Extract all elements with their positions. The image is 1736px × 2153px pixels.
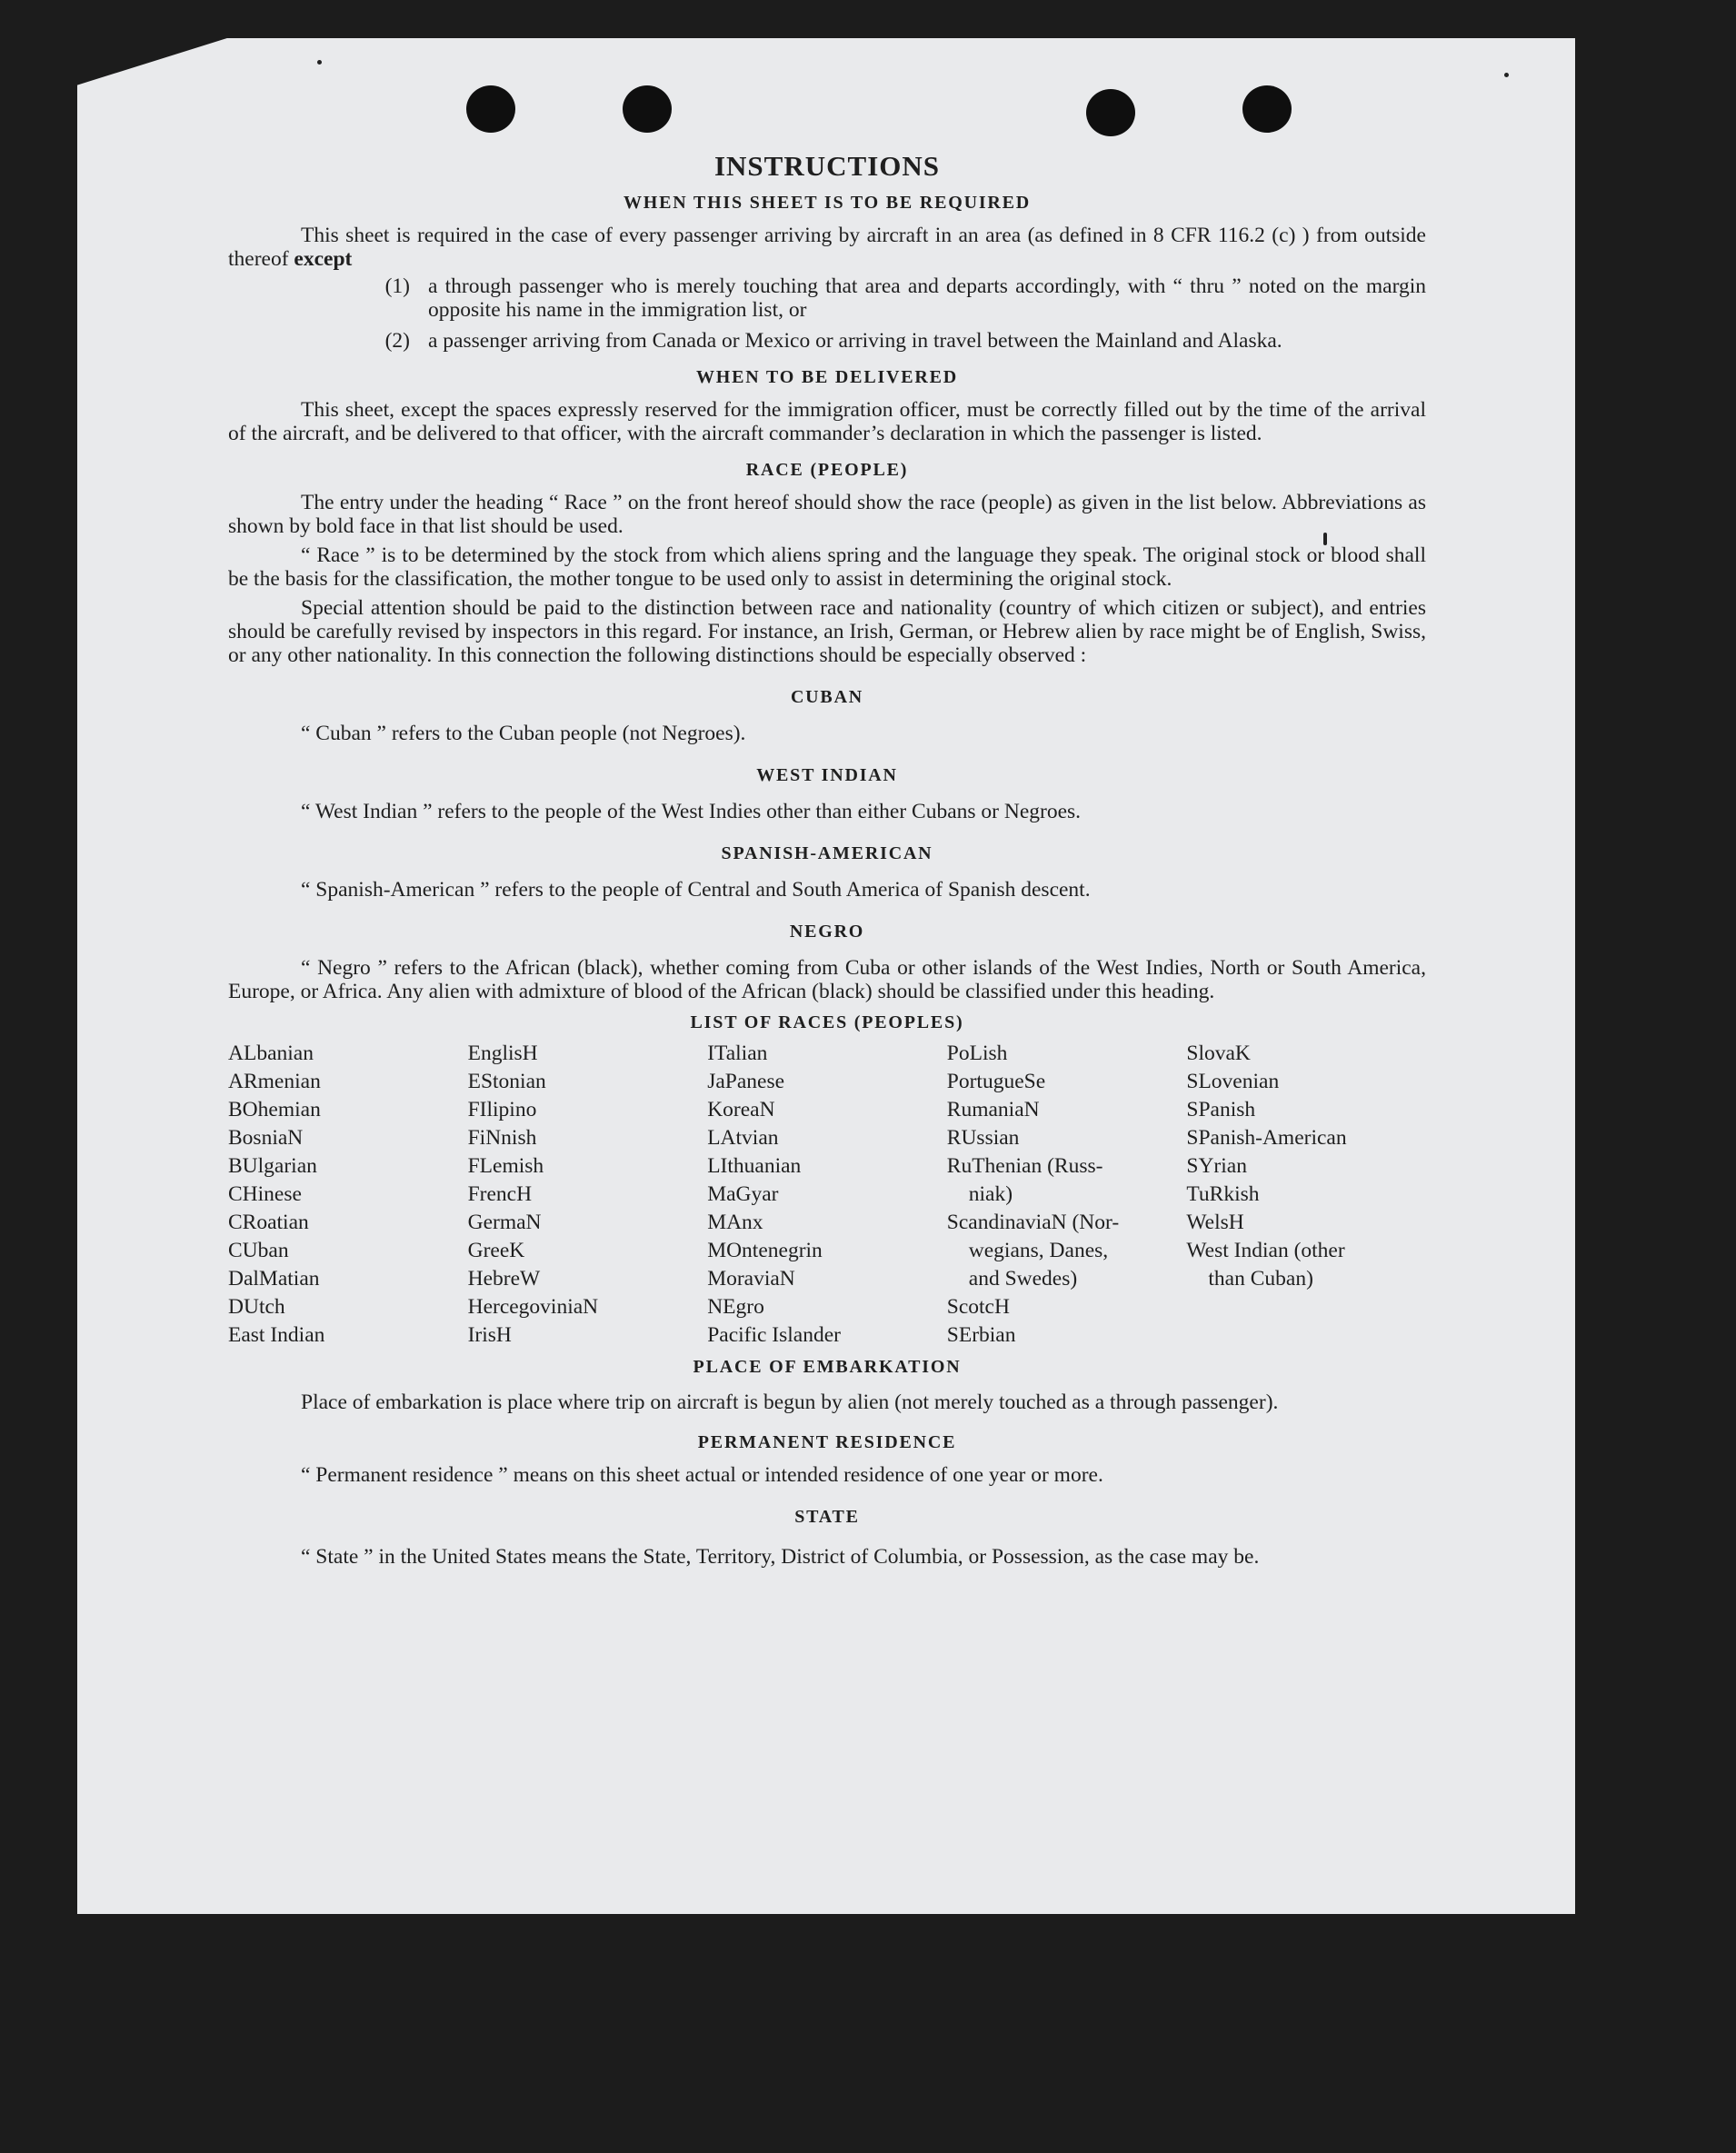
embarkation-text: Place of embarkation is place where trip on aircraft is begun by alien (not merely touched as a through passenger). xyxy=(301,1390,1279,1414)
section-heading-negro: NEGRO xyxy=(789,922,865,942)
race-entry: BUlgarian xyxy=(228,1154,317,1178)
section-heading-cuban: CUBAN xyxy=(790,687,864,707)
section-heading-list-of-races: LIST OF RACES (PEOPLES) xyxy=(690,1012,964,1032)
race-paragraph: Special attention should be paid to the distinction between race and nationality (country of which citizen or subject), and entries should be carefully revised by inspectors in this regard. For instance, an Irish, German, or Hebrew alien by race might be of English, Swiss, or any other nationality. In this connection the following distinctions should be especially observed : xyxy=(228,596,1426,667)
punch-hole xyxy=(1242,85,1292,133)
race-entry: LIthuanian xyxy=(707,1154,802,1178)
section-heading-state: STATE xyxy=(794,1507,860,1527)
races-column xyxy=(707,1042,947,1351)
list-item: (2) a passenger arriving from Canada or Mexico or arriving in travel between the Mainland and Alaska. xyxy=(384,329,1282,353)
race-entry: NEgro xyxy=(707,1295,764,1319)
residence-text: “ Permanent residence ” means on this sheet actual or intended residence of one year or more. xyxy=(301,1463,1103,1487)
race-entry: ALbanian xyxy=(228,1042,314,1065)
race-entry: RuThenian (Russ- xyxy=(946,1154,1103,1178)
spanish-american-definition: “ Spanish-American ” refers to the people of Central and South America of Spanish descent. xyxy=(301,878,1091,902)
race-entry: and Swedes) xyxy=(968,1267,1078,1291)
races-list xyxy=(228,1042,1426,1351)
race-entry: FIlipino xyxy=(467,1098,537,1121)
speck xyxy=(317,60,322,65)
negro-definition: “ Negro ” refers to the African (black), whether coming from Cuba or other islands of the West Indies, North or South America, Europe, or Africa. Any alien with admixture of blood of the African (black) should be classified under this heading. xyxy=(228,956,1426,1003)
race-entry: EnglisH xyxy=(467,1042,538,1065)
races-column xyxy=(947,1042,1187,1351)
race-entry: BOhemian xyxy=(228,1098,321,1121)
race-entry: BosniaN xyxy=(228,1126,304,1150)
race-entry: PortugueSe xyxy=(946,1070,1046,1093)
races-column xyxy=(468,1042,708,1351)
race-entry: SlovaK xyxy=(1186,1042,1251,1065)
race-paragraph: The entry under the heading “ Race ” on the front hereof should show the race (people) as given in the list below. Abbreviations as shown by bold face in that list should be used. xyxy=(228,491,1426,538)
race-entry: ScotcH xyxy=(946,1295,1010,1319)
race-entry: JaPanese xyxy=(707,1070,785,1093)
race-entry: IrisH xyxy=(467,1323,512,1347)
section-heading-race: RACE (PEOPLE) xyxy=(745,460,909,480)
races-column xyxy=(228,1042,468,1351)
race-entry: DUtch xyxy=(228,1295,285,1319)
race-entry: GermaN xyxy=(467,1211,542,1234)
race-paragraph: “ Race ” is to be determined by the stock from which aliens spring and the language they speak. The original stock or blood shall be the basis for the classification, the mother tongue to be used only to assist in determining the original stock. xyxy=(228,543,1426,591)
race-entry: West Indian (other xyxy=(1186,1239,1345,1262)
race-entry: niak) xyxy=(968,1182,1013,1206)
except-bold: except xyxy=(294,247,353,271)
section-heading-embarkation: PLACE OF EMBARKATION xyxy=(693,1357,962,1377)
race-entry: East Indian xyxy=(228,1323,325,1347)
race-entry: RUssian xyxy=(946,1126,1020,1150)
exception-list xyxy=(228,274,1426,353)
race-entry: FiNnish xyxy=(467,1126,537,1150)
race-entry: than Cuban) xyxy=(1208,1267,1313,1291)
when-delivered-text: This sheet, except the spaces expressly reserved for the immigration officer, must be correctly filled out by the time of the arrival of the aircraft, and be delivered to that officer, with the aircraft commander’s declaration in which the passenger is listed. xyxy=(228,398,1426,445)
west-indian-definition: “ West Indian ” refers to the people of the West Indies other than either Cubans or Negroes. xyxy=(301,800,1082,823)
section-heading-when-required: WHEN THIS SHEET IS TO BE REQUIRED xyxy=(623,193,1032,213)
race-entry: PoLish xyxy=(946,1042,1008,1065)
race-entry: SLovenian xyxy=(1186,1070,1280,1093)
race-entry: ScandinaviaN (Nor- xyxy=(946,1211,1120,1234)
race-entry: WelsH xyxy=(1186,1211,1244,1234)
list-item: (1) a through passenger who is merely touching that area and departs accordingly, with “ thru ” noted on the margin opposite his name in the immigration list, or xyxy=(384,274,1426,322)
when-required-intro: This sheet is required in the case of every passenger arriving by aircraft in an area (as defined in 8 CFR 116.2 (c) ) from outside thereof except xyxy=(228,224,1426,271)
race-entry: SPanish-American xyxy=(1186,1126,1347,1150)
race-entry: MaGyar xyxy=(707,1182,779,1206)
race-entry: TuRkish xyxy=(1186,1182,1260,1206)
race-entry: CRoatian xyxy=(228,1211,309,1234)
race-entry: EStonian xyxy=(467,1070,546,1093)
punch-hole xyxy=(623,85,672,133)
speck xyxy=(1504,73,1509,77)
race-entry: MOntenegrin xyxy=(707,1239,823,1262)
race-entry: SErbian xyxy=(946,1323,1016,1347)
instructions-content xyxy=(228,150,1426,1572)
race-entry: MAnx xyxy=(707,1211,763,1234)
races-column xyxy=(1186,1042,1426,1351)
punch-hole xyxy=(1086,89,1135,136)
section-heading-residence: PERMANENT RESIDENCE xyxy=(697,1432,957,1452)
cuban-definition: “ Cuban ” refers to the Cuban people (not Negroes). xyxy=(301,722,746,745)
state-text: “ State ” in the United States means the State, Territory, District of Columbia, or Possession, as the case may be. xyxy=(301,1545,1260,1569)
race-entry: SPanish xyxy=(1186,1098,1256,1121)
race-entry: HebreW xyxy=(467,1267,541,1291)
race-entry: FrencH xyxy=(467,1182,533,1206)
race-entry: CHinese xyxy=(228,1182,302,1206)
section-heading-west-indian: WEST INDIAN xyxy=(756,765,898,785)
race-entry: LAtvian xyxy=(707,1126,779,1150)
page-title: INSTRUCTIONS xyxy=(713,150,940,182)
race-entry: wegians, Danes, xyxy=(968,1239,1109,1262)
race-entry: SYrian xyxy=(1186,1154,1247,1178)
race-entry: KoreaN xyxy=(707,1098,775,1121)
race-entry: CUban xyxy=(228,1239,289,1262)
race-entry: RumaniaN xyxy=(946,1098,1040,1121)
race-entry: GreeK xyxy=(467,1239,525,1262)
punch-hole xyxy=(466,85,515,133)
race-entry: FLemish xyxy=(467,1154,544,1178)
race-entry: HercegoviniaN xyxy=(467,1295,599,1319)
race-entry: DalMatian xyxy=(228,1267,320,1291)
section-heading-spanish-american: SPANISH-AMERICAN xyxy=(721,843,933,863)
section-heading-when-delivered: WHEN TO BE DELIVERED xyxy=(695,367,959,387)
race-entry: MoraviaN xyxy=(707,1267,795,1291)
race-entry: Pacific Islander xyxy=(707,1323,841,1347)
race-entry: ARmenian xyxy=(228,1070,321,1093)
race-entry: ITalian xyxy=(707,1042,768,1065)
